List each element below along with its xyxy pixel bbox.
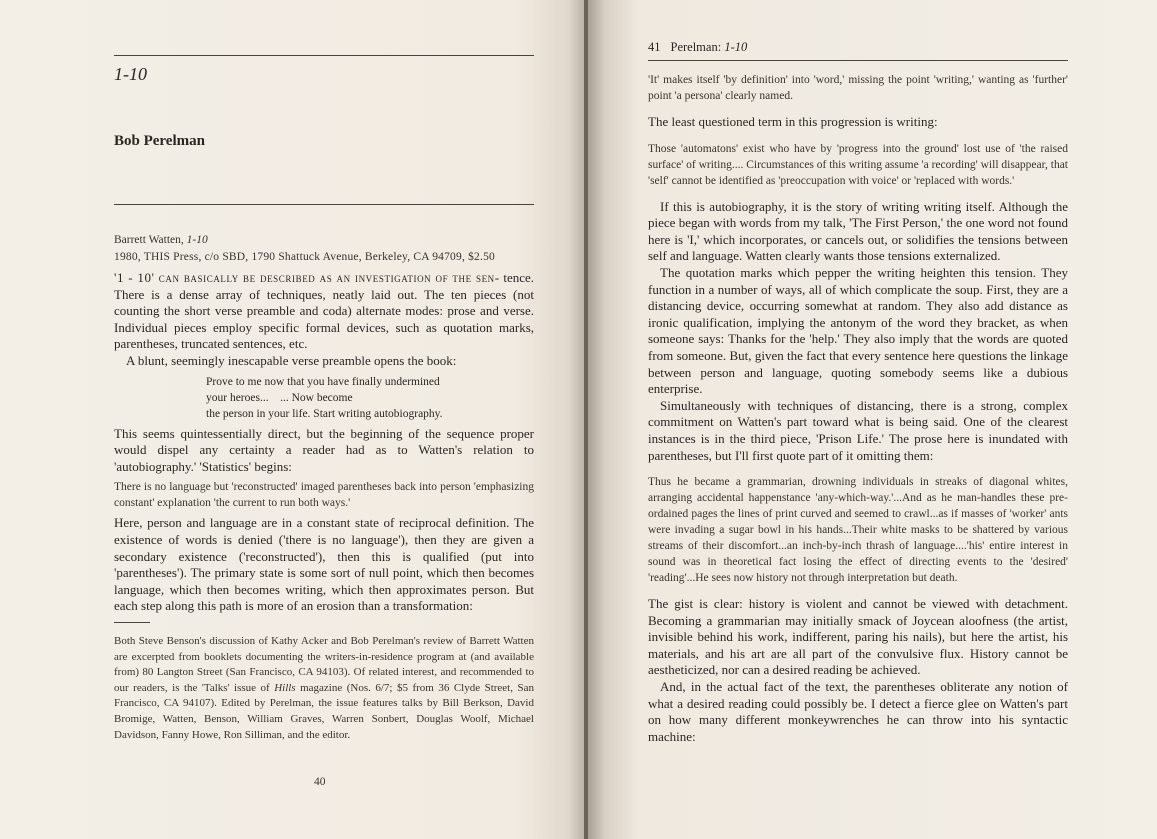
verse-quote: Prove to me now that you have finally undermined your heroes... ... Now become the person in your life. Start writing autobiography.: [206, 375, 443, 420]
article-author: Bob Perelman: [114, 133, 205, 149]
block-quote: Thus he became a grammarian, drowning individuals in streaks of diagonal whites, arranging accidental happenstance 'any-which-way.'...And as he man-handles these pre-ordained pages the lines of print curved and seemed to crawl...as if masses of 'worker' ants were invading a sugar bowl in his hands...Their white masks to be shattered by various streams of their discomfort...an inch-by-inch thrash of language....'his' entire interest in sound was in theoretical fact losing the effect of directing events to the 'desired' 'reading'...He sees now history not through interpretation but death.: [648, 476, 1068, 585]
header-bottom-rule: [114, 204, 534, 205]
top-rule: [114, 55, 534, 56]
page-number: 41: [648, 40, 661, 54]
footnote: Both Steve Benson's discussion of Kathy Acker and Bob Perelman's review of Barrett Watten are excerpted from booklets documenting the writers-in-residence program at (and available from) 80 Langton Street (San Francisco, CA 94103). Of related interest, and recommended to our readers, is the 'Talks' issue of Hills magazine (Nos. 6/7; $5 from 36 Clyde Street, San Francisco, CA 94107). Edited by Perelman, the issue features talks by Bill Berkson, David Bromige, Watten, Benson, William Graves, Warren Sonbert, Douglas Woolf, Michael Davidson, Fanny Howe, Ron Silliman, and the editor.: [114, 635, 534, 741]
review-citation: [114, 232, 534, 266]
block-quote: There is no language but 'reconstructed' imaged parentheses back into person 'emphasizing constant' explanation 'the current to run both ways.': [114, 481, 534, 510]
running-header: 41 Perelman: 1-10: [648, 40, 748, 54]
paragraph: A blunt, seemingly inescapable verse preamble opens the book:: [126, 352, 457, 368]
paragraph: The quotation marks which pepper the writing heighten this tension. They function in a number of ways, all of which complicate the soup. First, they are a distancing device, occurring somewhat at random. They also add distance as ironic qualification, implying the antonym of the word they bracket, as when someone says: Thanks for the 'help.' They also imply that the words are quoted from someone. But, given the fact that every sentence here questions the linkage between person and language, quoting somebody seems like a dubious enterprise.: [648, 264, 1068, 397]
paragraph: The gist is clear: history is violent and cannot be viewed with detachment. Becoming a grammarian may initially smack of Joycean aloofness (the artist, invisible behind his work, indifferent, paring his nails), but here the artist, his materials, and his art are all part of the convulsive flux. History cannot be aestheticized, nor can a desired reading be achieved.: [648, 596, 1068, 678]
paragraph: '1 - 10' can basically be described as an investigation of the sen- tence. There is a dense array of techniques, neatly laid out. The ten pieces (not counting the short verse preamble and coda) alternate modes: prose and verse. Individual pieces employ specific formal devices, such as quotation marks, parentheses, truncated sentences, etc.: [114, 270, 535, 352]
citation-line-2: 1980, THIS Press, c/o SBD, 1790 Shattuck Avenue, Berkeley, CA 94709, $2.50: [114, 251, 495, 263]
paragraph: This seems quintessentially direct, but the beginning of the sequence proper would dispel any certainty a reader had as to Watten's relation to 'autobiography.' 'Statistics' begins:: [114, 425, 534, 474]
page-number: 40: [314, 776, 326, 788]
article-title: 1-10: [114, 64, 147, 84]
paragraph: The least questioned term in this progression is writing:: [648, 114, 938, 129]
left-body-text: [114, 270, 534, 615]
block-quote: Those 'automatons' exist who have by 'progress into the ground' lost use of 'the raised surface' of writing.... Circumstances of this writing assume 'a recording' will disappear, that 'self' cannot be identified as 'preoccupation with voice' or 'replaced with words.': [648, 142, 1068, 187]
paragraph: If this is autobiography, it is the story of writing writing itself. Although the piece began with words from my talk, 'The First Person,' the one word not found here is 'I,' which incorporates, or cancels out, or solidifies the tensions between self and language. Watten clearly wants those tensions externalized.: [648, 198, 1068, 264]
paragraph: And, in the actual fact of the text, the parentheses obliterate any notion of what a desired reading could possibly be. I detect a fierce glee on Watten's part on how many different monkeywrenches he can throw into his syntactic machine:: [648, 679, 1068, 744]
right-body-text: [648, 72, 1068, 745]
right-page: [588, 0, 1157, 839]
citation-line-1: Barrett Watten, 1-10: [114, 234, 208, 246]
running-header-rule: [648, 60, 1068, 61]
footnote-rule: [114, 622, 150, 623]
paragraph: Here, person and language are in a constant state of reciprocal definition. The existence of words is denied ('there is no language'), then they are given a secondary existence ('reconstructed'), then this is qualified (put into 'parentheses'). The primary state is some sort of null point, which then becomes language, which then becomes writing, which then approximates person. But each step along this path is more of an erosion than a transformation:: [114, 515, 534, 614]
block-quote: 'It' makes itself 'by definition' into 'word,' missing the point 'writing,' wanting as 'further' point 'a persona' clearly named.: [648, 74, 1068, 102]
paragraph: Simultaneously with techniques of distancing, there is a strong, complex commitment on Watten's part toward what is being said. One of the clearest instances is in the third piece, 'Prison Life.' The prose here is inundated with parentheses, but I'll first quote part of it omitting them:: [648, 397, 1068, 463]
